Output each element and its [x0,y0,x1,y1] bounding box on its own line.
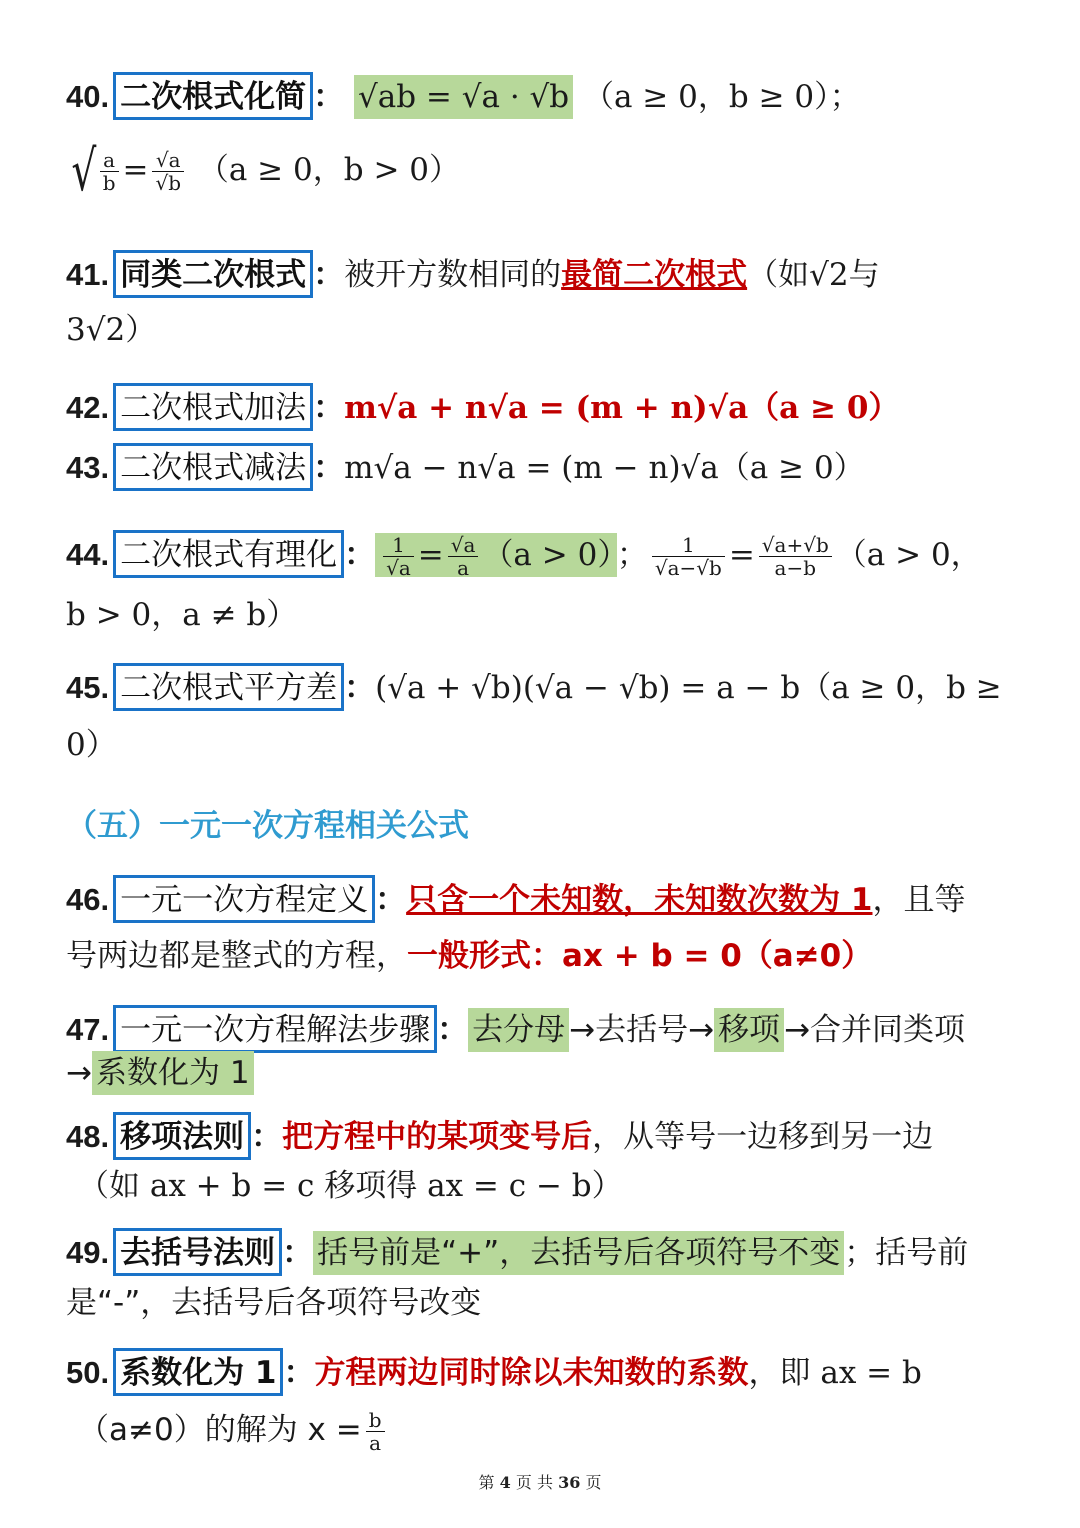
item-43-line: 43. 二次根式减法 ：m√a − n√a = (m − n)√a（a ≥ 0） [66,443,1040,491]
item-48-line2: （如 ax + b = c 移项得 ax = c − b） [78,1168,623,1204]
item-41-line1: 41. 同类二次根式 ：被开方数相同的最简二次根式（如√2与 [66,250,1040,298]
item-number: 44. [66,537,110,572]
rule-highlight: 括号前是“+”，去括号后各项符号不变 [313,1231,844,1275]
term-box: 二次根式化简 [113,72,313,120]
term-box: 一元一次方程解法步骤 [113,1005,437,1053]
item-number: 47. [66,1012,110,1047]
page-footer: 第 4 页 共 36 页 [478,1473,602,1492]
item-number: 46. [66,882,110,917]
item-46-line2: 号两边都是整式的方程，一般形式：ax + b = 0（a≠0） [66,938,873,974]
item-49-line1: 49. 去括号法则 ： 括号前是“+”，去括号后各项符号不变 ；括号前 [66,1228,1040,1276]
sqrt-icon: √ [71,138,97,204]
key-phrase: 只含一个未知数，未知数次数为 1 [406,882,873,918]
term-box: 二次根式平方差 [113,663,344,711]
formula: m√a + n√a = (m + n)√a（a ≥ 0） [344,390,900,426]
item-42-line: 42. 二次根式加法 ：m√a + n√a = (m + n)√a（a ≥ 0） [66,383,1040,431]
item-number: 43. [66,450,110,485]
item-number: 42. [66,390,110,425]
fraction: $\frac{a}{b}$ [100,149,119,194]
item-47-line1: 47. 一元一次方程解法步骤 ： 去分母 →去括号→ 移项 →合并同类项 [66,1005,1040,1053]
term-box: 去括号法则 [113,1228,282,1276]
term-box: 二次根式减法 [113,443,313,491]
item-44-line2: b > 0，a ≠ b） [66,597,298,633]
term-box: 同类二次根式 [113,250,313,298]
term-box: 二次根式加法 [113,383,313,431]
item-40-line2: √ $\frac{a}{b}$ = $\frac{√a}{√b}$ （a ≥ 0，b > 0） [71,138,461,204]
formula: (√a + √b)(√a − √b) = a − b（a ≥ 0，b ≥ [375,670,1002,706]
term-box: 一元一次方程定义 [113,875,375,923]
general-form: 一般形式：ax + b = 0（a≠0） [407,938,873,974]
section-heading: （五）一元一次方程相关公式 [66,808,469,844]
page-number: 4 [499,1473,511,1492]
condition: （a ≥ 0，b > 0） [197,152,461,188]
term-box: 移项法则 [113,1112,251,1160]
formula-highlight: √ab = √a · √b [354,75,573,119]
item-45-line2: 0） [66,727,117,763]
key-phrase: 把方程中的某项变号后 [282,1119,593,1155]
item-50-line2: （a≠0）的解为 x = $\frac{b}{a}$ [78,1400,1040,1460]
item-48-line1: 48. 移项法则 ：把方程中的某项变号后，从等号一边移到另一边 [66,1112,1040,1160]
formula-highlight: $\frac{1}{√a}$ = $\frac{√a}{a}$ （a > 0） [375,533,617,577]
step-highlight: 系数化为 1 [92,1051,254,1095]
item-number: 48. [66,1119,110,1154]
item-number: 50. [66,1355,110,1390]
fraction: $\frac{b}{a}$ [366,1409,385,1454]
item-49-line2: 是“-”，去括号后各项符号改变 [66,1285,482,1321]
term-box: 二次根式有理化 [113,530,344,578]
term-box: 系数化为 1 [113,1348,283,1396]
item-40-line1: 40. 二次根式化简 ： √ab = √a · √b （a ≥ 0，b ≥ 0）； [66,72,1040,120]
item-number: 45. [66,670,110,705]
item-44-line1: 44. 二次根式有理化 ： $\frac{1}{√a}$ = $\frac{√a}{a}$ （a > 0） ； $\frac{1}{√a-√b}$ = $\frac{√a+√b}{a-b}$ （a > 0， [66,525,1040,585]
item-50-line1: 50. 系数化为 1 ：方程两边同时除以未知数的系数，即 ax = b [66,1348,1040,1396]
formula: m√a − n√a = (m − n)√a（a ≥ 0） [344,450,865,486]
step-highlight: 去分母 [468,1008,569,1052]
key-phrase: 最简二次根式 [561,257,748,293]
item-number: 49. [66,1235,110,1270]
total-pages: 36 [558,1473,581,1492]
key-phrase: 方程两边同时除以未知数的系数 [314,1355,749,1391]
item-47-line2: → 系数化为 1 [66,1053,1040,1093]
item-number: 40. [66,79,110,114]
condition: （a ≥ 0，b ≥ 0）； [583,79,861,115]
item-45-line1: 45. 二次根式平方差 ：(√a + √b)(√a − √b) = a − b（a ≥ 0，b ≥ [66,663,1040,711]
item-41-line2: 3√2） [66,312,157,348]
fraction: $\frac{√a}{√b}$ [152,149,184,194]
item-46-line1: 46. 一元一次方程定义 ：只含一个未知数，未知数次数为 1，且等 [66,875,1040,923]
step-highlight: 移项 [714,1008,784,1052]
item-number: 41. [66,257,110,292]
